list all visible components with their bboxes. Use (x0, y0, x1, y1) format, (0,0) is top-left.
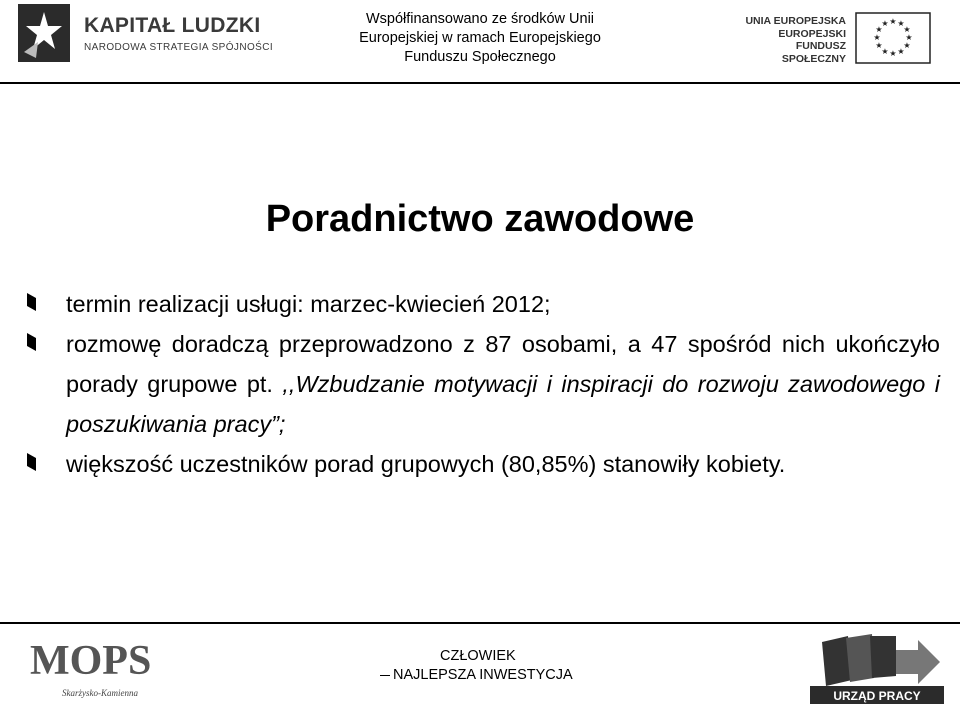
svg-text:★: ★ (905, 33, 913, 42)
svg-text:★: ★ (903, 25, 911, 34)
urzad-pracy-logo (800, 628, 950, 708)
kapital-ludzki-title: KAPITAŁ LUDZKI (84, 14, 261, 37)
bullet-item (26, 444, 940, 484)
bullet-item (26, 284, 940, 324)
eu-text-line-1: UNIA EUROPEJSKA (745, 15, 846, 27)
header (0, 0, 960, 82)
cofinancing-line-1: Współfinansowano ze środków Unii (365, 11, 595, 27)
bullet-icon (26, 332, 38, 352)
eu-flag-icon (855, 12, 931, 64)
bullet-icon (26, 292, 38, 312)
bullet-list (26, 284, 940, 484)
footer-divider (0, 622, 960, 624)
svg-text:★: ★ (875, 41, 883, 50)
mops-logo-text: MOPS (30, 638, 152, 684)
urzad-pracy-text: URZĄD PRACY (833, 689, 921, 703)
svg-text:★: ★ (881, 19, 889, 28)
bullet-text: rozmowę doradczą przeprowadzono z 87 osobami, a 47 spośród nich ukończyło porady grupowe pt. (66, 331, 940, 397)
svg-text:★: ★ (897, 47, 905, 56)
slogan (380, 647, 580, 685)
mops-logo-caption: Skarżysko-Kamienna (62, 688, 138, 698)
svg-text:★: ★ (889, 17, 897, 26)
header-divider (0, 82, 960, 84)
slogan-line-1: CZŁOWIEK (440, 648, 516, 664)
eu-text-line-2: EUROPEJSKI (778, 27, 846, 40)
bullet-text: termin realizacji usługi: marzec-kwiecień 2012; (66, 291, 551, 317)
kapital-ludzki-subtitle: NARODOWA STRATEGIA SPÓJNOŚCI (84, 42, 274, 53)
cofinancing-text (330, 10, 630, 67)
svg-text:★: ★ (881, 47, 889, 56)
cofinancing-line-2: Europejskiej w ramach Europejskiego (359, 30, 601, 46)
bullet-italic-title: ,,Wzbudzanie motywacji i inspiracji do rozwoju zawodowego i poszukiwania pracy”; (66, 371, 940, 437)
bullet-item (26, 324, 940, 444)
svg-text:★: ★ (889, 49, 897, 58)
svg-text:★: ★ (873, 33, 881, 42)
kapital-ludzki-logo (16, 2, 72, 64)
eu-text-line-3: FUNDUSZ SPOŁECZNY (781, 40, 846, 65)
slogan-line-2: NAJLEPSZA INWESTYCJA (393, 667, 573, 683)
svg-text:★: ★ (897, 19, 905, 28)
slide-title: Poradnictwo zawodowe (265, 198, 695, 240)
slogan-line-2-row (380, 666, 580, 685)
eu-fund-text (730, 15, 846, 65)
bullet-text: większość uczestników porad grupowych (80,85%) stanowiły kobiety. (66, 451, 786, 477)
svg-text:★: ★ (903, 41, 911, 50)
mops-logo (26, 628, 176, 708)
slogan-dash (380, 675, 390, 677)
cofinancing-line-3: Funduszu Społecznego (404, 49, 556, 65)
svg-text:★: ★ (875, 25, 883, 34)
bullet-icon (26, 452, 38, 472)
